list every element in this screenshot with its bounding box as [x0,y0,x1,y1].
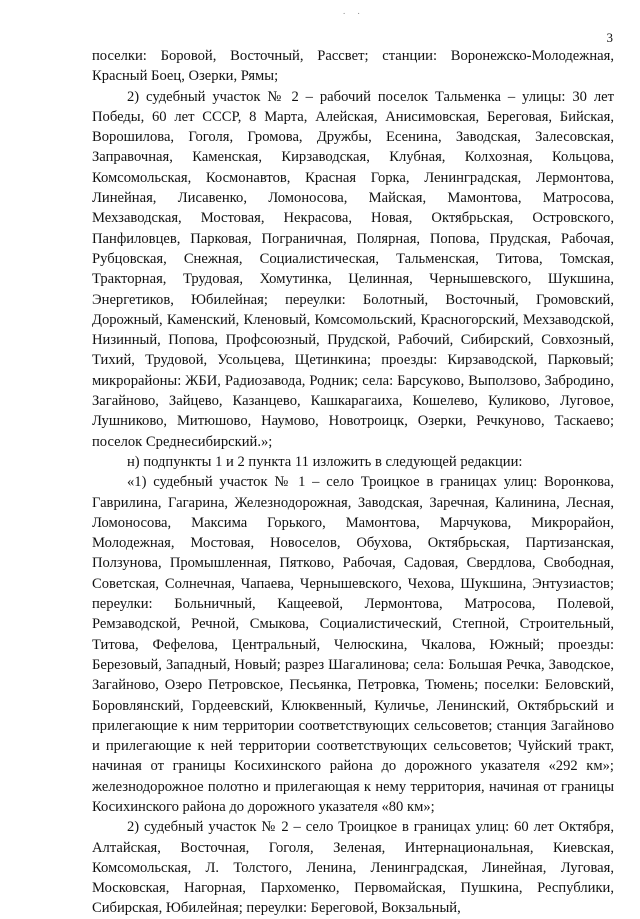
paragraph-settlements-continued: поселки: Боровой, Восточный, Рассвет; станции: Воронежско-Молодежная, Красный Боец, Озерки, Рямы; [92,48,614,85]
scan-marks: . . [343,6,365,16]
page-number: 3 [606,30,613,45]
paragraph-subclause-n: н) подпункты 1 и 2 пункта 11 изложить в следующей редакции: [127,453,523,470]
document-body [92,46,614,919]
paragraph-court-district-2-talmenka: 2) судебный участок № 2 – рабочий поселок Тальменка – улицы: 30 лет Победы, 60 лет СССР, 8 Марта, Алейская, Анисимовская, Береговая, Бийская, Ворошилова, Гоголя, Громова, Дружбы, Есенина, Заводская, Залесовская, Заправочная, Каменская, Кирзаводская, Клубная, Колхозная, Кольцова, Комсомольская, Космонавтов, Красная Горка, Ленинградская, Лермонтова, Линейная, Лисавенко, Ломоносова, Майская, Мамонтова, Матросова, Мехзаводская, Мостовая, Некрасова, Новая, Октябрьская, Островского, Панфиловцев, Парковая, Пограничная, Полярная, Попова, Прудская, Рабочая, Рубцовская, Снежная, Социалистическая, Тальменская, Титова, Томская, Тракторная, Трудовая, Хомутинка, Целинная, Чернышевского, Шукшина, Энергетиков, Юбилейная; переулки: Болотный, Восточный, Громовский, Дорожный, Каменский, Кленовый, Комсомольский, Красногорский, Мехзаводской, Низинный, Попова, Профсоюзный, Прудской, Рабочий, Сибирский, Совхозный, Тихий, Трудовой, Усольцева, Щетинкина; проезды: Кирзаводской, Парковый; микрорайоны: ЖБИ, Радиозавода, Родник; села: Барсуково, Выползово, Забродино, Загайново, Зайцево, Казанцево, Кашкарагаиха, Кошелево, Куликово, Луговое, Лушниково, Митюшово, Наумово, Новотроицк, Озерки, Речкуново, Таскаево; поселок Среднесибирский.»; [92,88,614,450]
paragraph-court-district-1-troitskoe: «1) судебный участок № 1 – село Троицкое в границах улиц: Воронкова, Гаврилина, Гагарина, Железнодорожная, Заводская, Заречная, Калинина, Лесная, Ломоносова, Максима Горького, Мамонтова, Марчукова, Микрорайон, Молодежная, Мостовая, Новоселов, Обухова, Октябрьская, Партизанская, Ползунова, Промышленная, Пятково, Рабочая, Садовая, Свердлова, Свободная, Советская, Солнечная, Чапаева, Чернышевского, Чехова, Шукшина, Энтузиастов; переулки: Больничный, Кащеевой, Лермонтова, Матросова, Полевой, Ремзаводской, Речной, Смыкова, Социалистический, Степной, Строительный, Титова, Фефелова, Центральный, Челюскина, Чкалова, Южный; проезды: Березовый, Западный, Новый; разрез Шагалинова; села: Большая Речка, Заводское, Загайново, Озеро Петровское, Песьянка, Петровка, Тюмень; поселки: Беловский, Боровлянский, Гордеевский, Клюквенный, Куличье, Ленинский, Октябрьский и прилегающие к ним территории соответствующих сельсоветов; станция Загайново и прилегающие к ней территории соответствующих сельсоветов; Чуйский тракт, начиная от границы Косихинского района до дорожного указателя «292 км»; железнодорожное полотно и прилегающая к нему территория, начиная от границы Косихинского района до дорожного указателя «80 км»; [92,474,614,815]
paragraph-court-district-2-troitskoe: 2) судебный участок № 2 – село Троицкое в границах улиц: 60 лет Октября, Алтайская, Восточная, Гоголя, Зеленая, Интернациональная, Киевская, Комсомольская, Л. Толстого, Ленина, Ленинградская, Линейная, Луговая, Московская, Нагорная, Пархоменко, Первомайская, Пушкина, Республики, Сибирская, Юбилейная; переулки: Береговой, Вокзальный, [92,819,614,917]
